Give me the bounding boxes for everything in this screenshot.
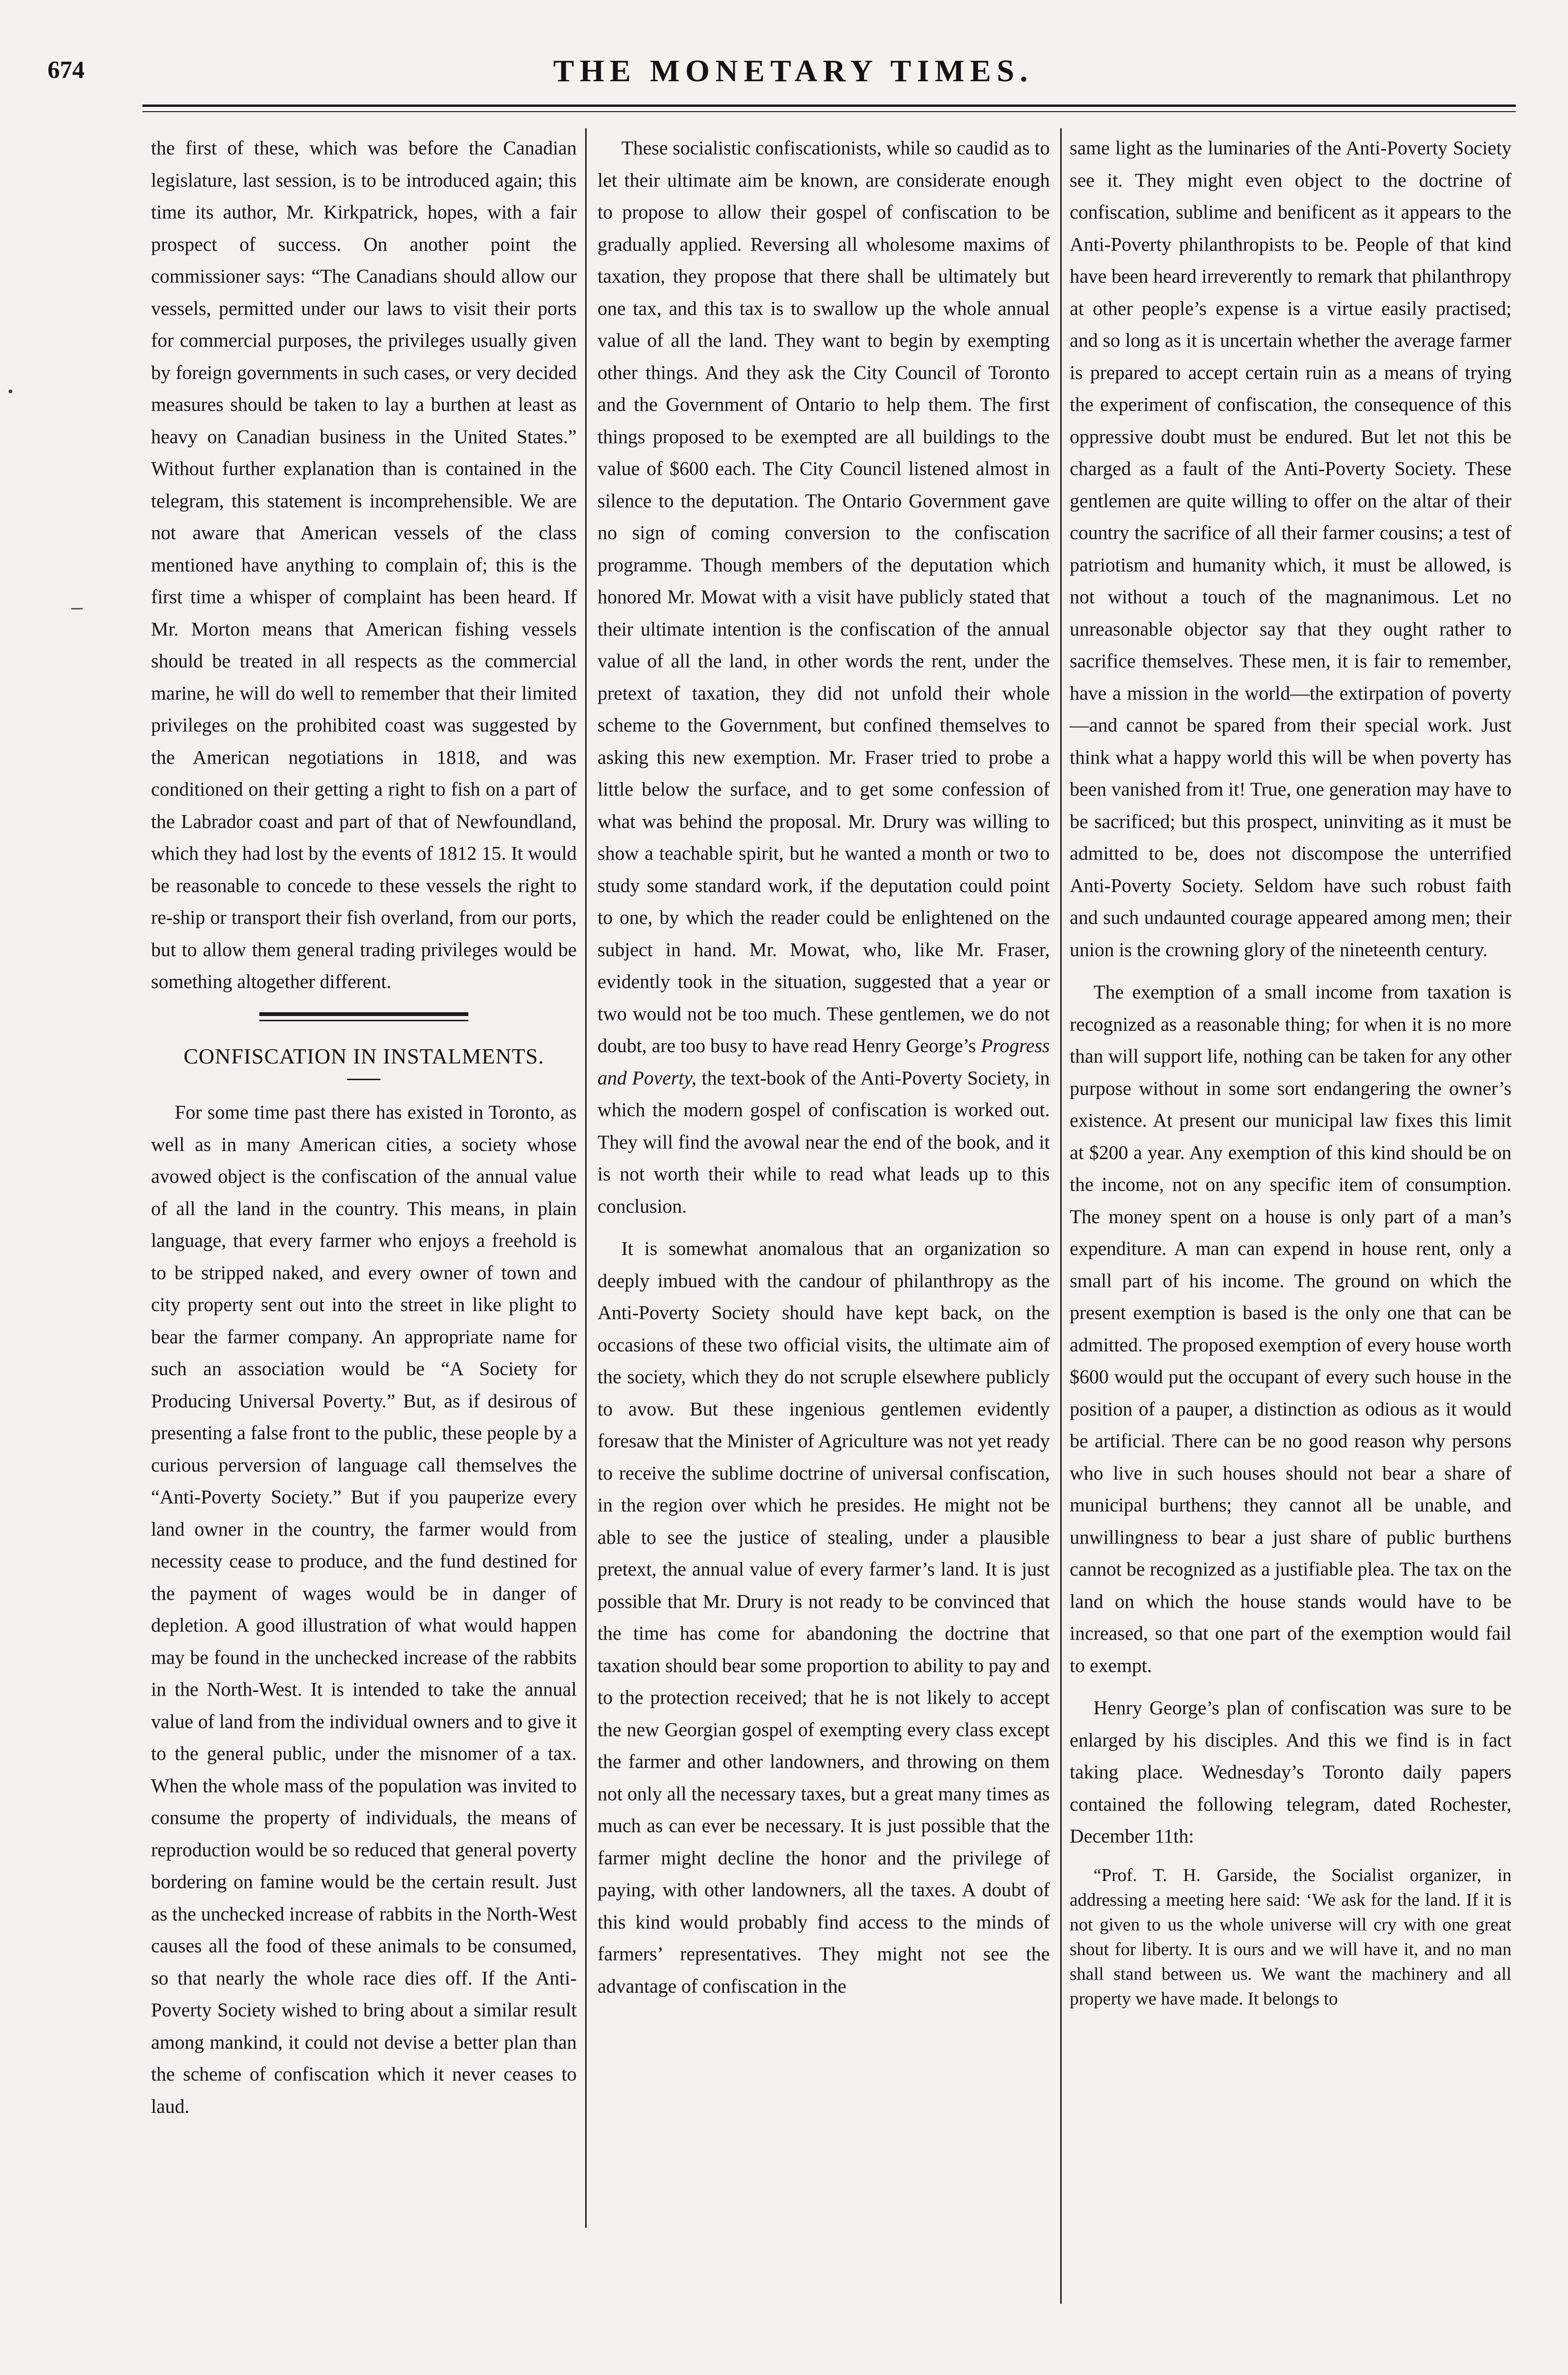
headline-dash xyxy=(347,1079,380,1080)
article-paragraph: same light as the luminaries of the Anti-Poverty Society see it. They might even object to the doctrine of confiscation, sublime and benificent as it appears to the Anti-Poverty philanthropists to be. People of that kind have been heard irreverently to remark that philanthropy at other people’s expense is a virtue easily practised; and so long as it is uncertain whether the average farmer is prepared to accept certain ruin as a means of trying the experiment of confiscation, the consequence of this oppressive doubt must be endured. But let not this be charged as a fault of the Anti-Poverty Society. These gentlemen are quite willing to offer on the altar of their country the sacrifice of all their farmer cousins; a test of patriotism and humanity which, it must be allowed, is not without a touch of the magnanimous. Let no unreasonable objector say that they ought rather to sacrifice themselves. These men, it is fair to remember, have a mission in the world—the extirpation of poverty—and cannot be spared from their special work. Just think what a happy world this will be when poverty has been vanished from it! True, one generation may have to be sacrificed; but this prospect, uninviting as it must be admitted to be, does not discompose the unterrified Anti-Poverty Society. Seldom have such robust faith and such undaunted courage appeared among men; their union is the crowning glory of the nineteenth century. xyxy=(1070,137,1511,960)
masthead-title: THE MONETARY TIMES. xyxy=(553,54,1034,88)
header-rule-thin xyxy=(143,111,1516,112)
paragraph-text: the text-book of the Anti-Poverty Society, in which the modern gospel of confiscation is worked out. They will find the avowal near the end of the book, and it is not worth their while to read what leads up to this conclusion. xyxy=(598,1066,1050,1217)
book-title: Progress and Poverty, xyxy=(598,1035,1050,1089)
article-paragraph: For some time past there has existed in Toronto, as well as in many American cities, a society whose avowed object is the confiscation of the annual value of all the land in the country. This means, in plain language, that every farmer who enjoys a freehold is to be stripped naked, and every owner of town and city property sent out into the street in like plight to bear the farmer company. An appropriate name for such an association would be “A Society for Producing Universal Poverty.” But, as if desirous of presenting a false front to the public, these people by a curious perversion of language call themselves the “Anti-Poverty Society.” But if you pauperize every land owner in the country, the farmer would from necessity cease to produce, and the fund destined for the payment of wages would be in danger of depletion. A good illustration of what would happen may be found in the unchecked increase of the rabbits in the North-West. It is intended to take the annual value of land from the individual owners and to give it to the general public, under the misnomer of a tax. When the whole mass of the population was invited to consume the property of individuals, the means of reproduction would be so reduced that general poverty bordering on famine would be the certain result. Just as the unchecked increase of rabbits in the North-West causes all the food of these animals to be consumed, so that nearly the whole race dies off. If the Anti-Poverty Society wished to bring about a similar result among mankind, it could not devise a better plan than the scheme of confiscation which it never ceases to laud. xyxy=(151,1101,577,2117)
margin-tick xyxy=(71,608,83,609)
paragraph-text: These socialistic confiscationists, while so caudid as to let their ultimate aim be known, are considerate enough to propose to allow their gospel of confiscation to be gradually applied. Reversing all wholesome maxims of taxation, they propose that there shall be ultimately but one tax, and this tax is to swallow up the whole annual value of all the land. They want to begin by exempting other things. And they ask the City Council of Toronto and the Government of Ontario to help them. The first things proposed to be exempted are all buildings to the value of $600 each. The City Council listened almost in silence to the deputation. The Ontario Government gave no sign of coming conversion to the confiscation programme. Though members of the deputation which honored Mr. Mowat with a visit have publicly stated that their ultimate intention is the confiscation of the annual value of all the land, in other words the rent, under the pretext of taxation, they did not unfold their whole scheme to the Government, but confined themselves to asking this new exemption. Mr. Fraser tried to probe a little below the surface, and to get some confession of what was behind the proposal. Mr. Drury was willing to show a teachable spirit, but he wanted a month or two to study some standard work, if the deputation could point to one, by which the reader could be enlightened on the subject in hand. Mr. Mowat, who, like Mr. Fraser, evidently took in the situation, suggested that a year or two would not be too much. These gentlemen, we do not doubt, are too busy to have read Henry George’s xyxy=(598,137,1050,1056)
column-3 xyxy=(1070,132,1511,2011)
header-rule xyxy=(143,104,1516,107)
page-number: 674 xyxy=(48,57,85,84)
column-1 xyxy=(151,132,577,2122)
section-rule-thin xyxy=(259,1020,468,1021)
section-rule xyxy=(259,1012,468,1016)
article-paragraph: Henry George’s plan of confiscation was sure to be enlarged by his disciples. And this we find is in fact taking place. Wednesday’s Toronto daily papers contained the following telegram, dated Rochester, December 11th: xyxy=(1070,1697,1511,1847)
margin-mark xyxy=(9,390,12,393)
article-paragraph: It is somewhat anomalous that an organization so deeply imbued with the candour of philanthropy as the Anti-Poverty Society should have kept back, on the occasions of these two official visits, the ultimate aim of the society, which they do not scruple elsewhere publicly to avow. But these ingenious gentlemen evidently foresaw that the Minister of Agriculture was not yet ready to receive the sublime doctrine of universal confiscation, in the region over which he presides. He might not be able to see the justice of stealing, under a plausible pretext, the annual value of every farmer’s land. It is just possible that Mr. Drury is not ready to be convinced that the time has come for abandoning the doctrine that taxation should bear some proportion to ability to pay and to the protection received; that he is not likely to accept the new Georgian gospel of exempting every class except the farmer and other landowners, and throwing on them not only all the necessary taxes, but a great many times as much as can ever be necessary. It is just possible that the farmer might decline the honor and the privilege of paying, with other landowners, all the taxes. A doubt of this kind would probably find access to the minds of farmers’ representatives. They might not see the advantage of confiscation in the xyxy=(598,1237,1050,1997)
article-paragraph xyxy=(598,132,1050,1222)
article-continuation-paragraph: the first of these, which was before the Canadian legislature, last session, is to be introduced again; this time its author, Mr. Kirkpatrick, hopes, with a fair prospect of success. On another point the commissioner says: “The Canadians should allow our vessels, permitted under our laws to visit their ports for commercial purposes, the privileges usually given by foreign governments in such cases, or very decided measures should be taken to lay a burthen at least as heavy on Canadian business in the United States.” Without further explanation than is contained in the telegram, this statement is incomprehensible. We are not aware that American vessels of the class mentioned have anything to complain of; this is the first time a whisper of complaint has been heard. If Mr. Morton means that American fishing vessels should be treated in all respects as the commercial marine, he will do well to remember that their limited privileges on the prohibited coast was suggested by the American negotiations in 1818, and was conditioned on their getting a right to fish on a part of the Labrador coast and part of that of Newfoundland, which they had lost by the events of 1812 15. It would be reasonable to concede to these vessels the right to re-ship or transport their fish overland, from our ports, but to allow them general trading privileges would be something altogether different. xyxy=(151,137,577,992)
column-divider-2 xyxy=(1060,128,1062,2304)
article-headline: CONFISCATION IN INSTALMENTS. xyxy=(183,1044,544,1068)
article-paragraph: The exemption of a small income from taxation is recognized as a reasonable thing; for when it is no more than will support life, nothing can be taken for any other purpose without in some sort endangering the owner’s existence. At present our municipal law fixes this limit at $200 a year. Any exemption of this kind should be on the income, not on any specific item of consumption. The money spent on a house is only part of a man’s expenditure. A man can expend in house rent, only a small part of his income. The ground on which the present exemption is based is the only one that can be admitted. The proposed exemption of every house worth $600 would put the occupant of every such house in the position of a pauper, a distinction as odious as it would be artificial. There can be no good reason why persons who live in such houses should not bear a share of municipal burthens; they cannot all be unable, and unwillingness to bear a just share of public burthens cannot be recognized as a justifiable plea. The tax on the land on which the house stands would have to be increased, so that one part of the exemption would fail to exempt. xyxy=(1070,981,1511,1676)
column-divider-1 xyxy=(585,128,587,2228)
column-2 xyxy=(598,132,1050,2002)
quoted-telegram: “Prof. T. H. Garside, the Socialist organizer, in addressing a meeting here said: ‘We ask for the land. If it is not given to us the whole universe will cry with one great shout for liberty. It is ours and we will have it, and no man shall stand between us. We want the machinery and all property we have made. It belongs to xyxy=(1070,1865,1511,2009)
